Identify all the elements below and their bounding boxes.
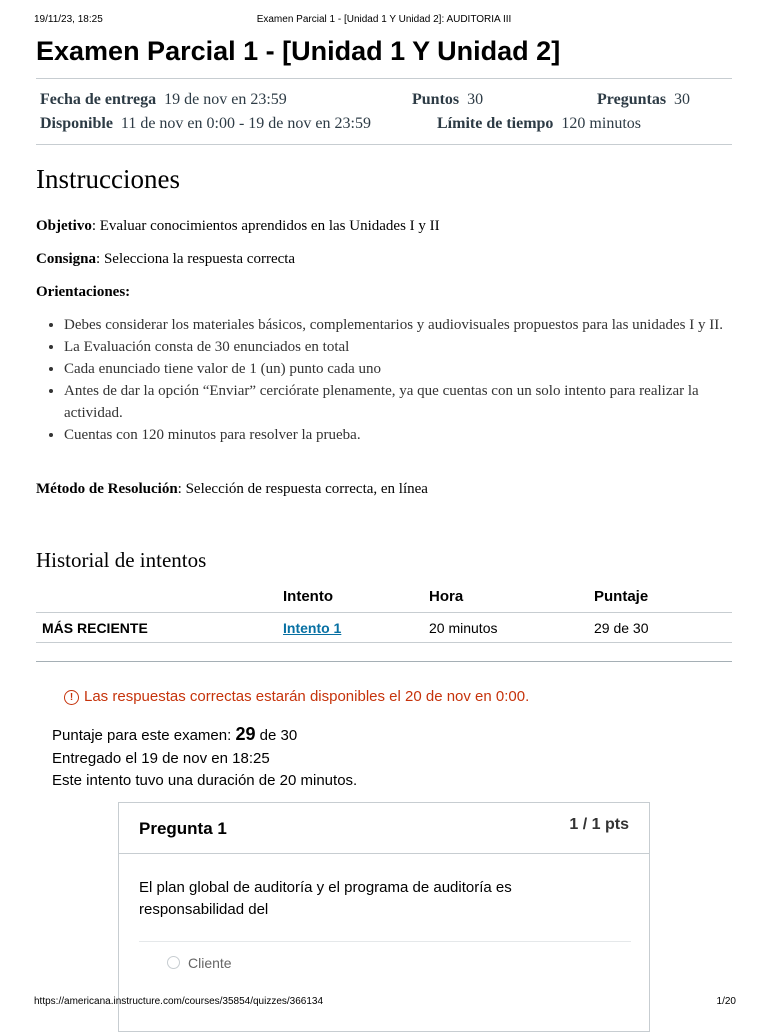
available-value: 11 de nov en 0:00 - 19 de nov en 23:59: [120, 115, 371, 132]
method-text: : Selección de respuesta correcta, en línea: [177, 481, 428, 497]
consigna-text: : Selecciona la respuesta correcta: [96, 251, 296, 267]
list-item: • La Evaluación consta de 30 enunciados en total: [64, 336, 736, 358]
time-limit-value: 120 minutos: [561, 115, 641, 132]
orientations-label: [36, 284, 732, 301]
objective-label: Objetivo: [36, 218, 92, 234]
warning-circle-icon: !: [64, 690, 79, 705]
question-title: Pregunta 1: [139, 819, 227, 838]
duration-text: Este intento tuvo una duración de 20 minutos.: [52, 772, 358, 789]
option-label: Cliente: [188, 955, 232, 971]
score-label: Puntaje para este examen:: [52, 727, 236, 744]
exam-score: [52, 724, 297, 745]
table-divider: [36, 642, 732, 643]
column-header: Hora: [429, 588, 464, 605]
available-label: Disponible: [40, 115, 113, 132]
time-limit: [437, 115, 641, 133]
radio-icon[interactable]: [167, 956, 180, 969]
due-value: 19 de nov en 23:59: [164, 91, 287, 108]
question-points: 1 / 1 pts: [569, 816, 629, 833]
table-divider: [36, 612, 732, 613]
print-page-number: 1/20: [716, 996, 736, 1007]
question-header: [119, 803, 649, 854]
print-url: https://americana.instructure.com/courses/35854/quizzes/366134: [34, 996, 324, 1007]
row-label: MÁS RECIENTE: [42, 620, 148, 636]
column-header: Intento: [283, 588, 333, 605]
consigna: [36, 251, 732, 268]
print-datetime: 19/11/23, 18:25: [34, 14, 103, 25]
points: [412, 91, 483, 109]
objective-text: : Evaluar conocimientos aprendidos en las Unidades I y II: [91, 218, 440, 234]
list-item: • Cada enunciado tiene valor de 1 (un) punto cada uno: [64, 358, 736, 380]
orientations-label-text: Orientaciones:: [36, 284, 131, 300]
list-item: • Antes de dar la opción “Enviar” cerciórate plenamente, ya que cuentas con un solo intento para realizar la actividad.: [64, 380, 736, 424]
score-total: de 30: [255, 727, 298, 744]
method-label: Método de Resolución: [36, 481, 178, 497]
question-text: El plan global de auditoría y el programa de auditoría es responsabilidad del: [139, 879, 512, 918]
points-value: 30: [467, 91, 484, 108]
list-item: • Debes considerar los materiales básicos, complementarios y audiovisuales propuestos para las unidades I y II.: [64, 314, 736, 336]
quiz-title: Examen Parcial 1 - [Unidad 1 Y Unidad 2]: [36, 36, 561, 66]
notice-text: Las respuestas correctas estarán disponibles el 20 de nov en 0:00.: [84, 688, 530, 705]
divider: [36, 78, 732, 79]
orientations-list: [36, 314, 736, 446]
history-table-header: [36, 588, 732, 612]
score-value: 29: [235, 724, 256, 744]
questions-label: Preguntas: [597, 91, 667, 108]
submitted-text: Entregado el 19 de nov en 18:25: [52, 750, 270, 767]
print-page-title: Examen Parcial 1 - [Unidad 1 Y Unidad 2]: AUDITORIA III: [256, 14, 512, 25]
attempt-link[interactable]: Intento 1: [283, 620, 342, 636]
divider: [36, 661, 732, 662]
questions-count: [597, 91, 690, 109]
divider: [139, 941, 631, 942]
method: [36, 481, 732, 498]
answer-option[interactable]: [167, 955, 232, 971]
points-label: Puntos: [412, 91, 460, 108]
print-footer: [0, 996, 768, 1012]
objective: [36, 218, 732, 235]
instructions-heading: Instrucciones: [36, 164, 180, 194]
attempt-score: 29 de 30: [594, 620, 649, 636]
attempt-time: 20 minutos: [429, 620, 498, 636]
available: [40, 115, 371, 133]
divider: [36, 144, 732, 145]
list-item: • Cuentas con 120 minutos para resolver la prueba.: [64, 424, 736, 446]
answers-notice: [64, 688, 529, 705]
due-date: [40, 91, 287, 109]
history-heading: Historial de intentos: [36, 548, 207, 572]
questions-value: 30: [674, 91, 691, 108]
consigna-label: Consigna: [36, 251, 97, 267]
print-header: [0, 14, 768, 30]
due-label: Fecha de entrega: [40, 91, 157, 108]
time-limit-label: Límite de tiempo: [437, 115, 554, 132]
table-row: [36, 620, 732, 644]
column-header: Puntaje: [594, 588, 649, 605]
